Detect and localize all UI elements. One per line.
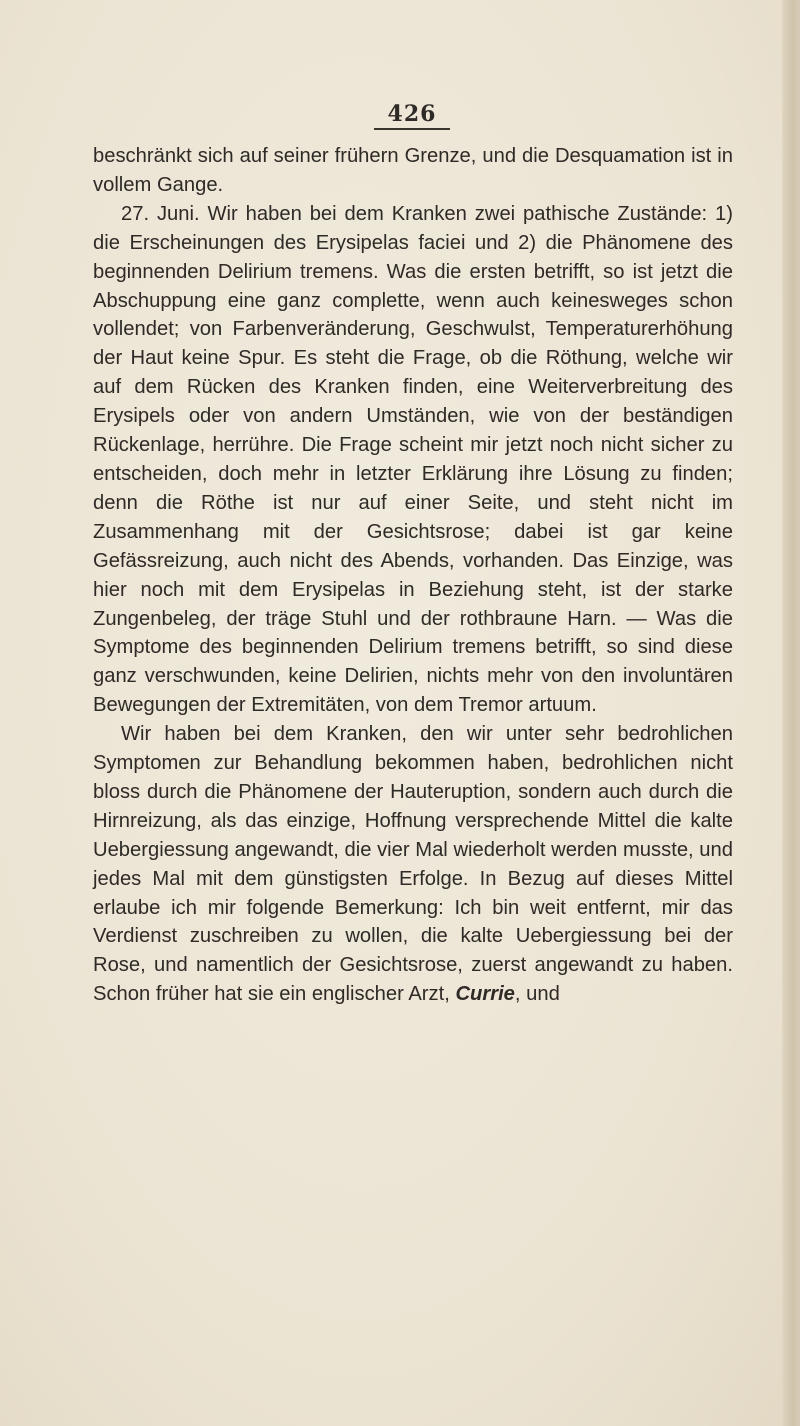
paragraph-3-emphasis: Currie <box>455 983 515 1006</box>
body-text <box>93 142 733 1009</box>
page-number <box>0 101 800 130</box>
paragraph-1: beschränkt sich auf seiner frühern Grenze, und die Desquamation ist in vollem Gange. <box>93 145 733 196</box>
paragraph-3 <box>93 720 733 1009</box>
paragraph-2: 27. Juni. Wir haben bei dem Kranken zwei pathische Zustände: 1) die Erscheinungen des Erysipelas faciei und 2) die Phänomene des beginnenden Delirium tremens. Was die ersten betrifft, so ist jetzt die Abschuppung eine ganz complette, wenn auch keinesweges schon vollendet; von Farbenveränderung, Geschwulst, Temperaturerhöhung der Haut keine Spur. Es steht die Frage, ob die Röthung, welche wir auf dem Rücken des Kranken finden, eine Weiterverbreitung des Erysipels oder von andern Umständen, wie von der beständigen Rückenlage, herrühre. Die Frage scheint mir jetzt noch nicht sicher zu entscheiden, doch mehr in letzter Erklärung ihre Lösung zu finden; denn die Röthe ist nur auf einer Seite, und steht nicht im Zusammenhang mit der Gesichtsrose; dabei ist gar keine Gefässreizung, auch nicht des Abends, vorhanden. Das Einzige, was hier noch mit dem Erysipelas in Beziehung steht, ist der starke Zungenbeleg, der träge Stuhl und der rothbraune Harn. — Was die Symptome des beginnenden Delirium tremens betrifft, so sind diese ganz verschwunden, keine Delirien, nichts mehr von den involuntären Bewegungen der Extremitäten, von dem Tremor artuum. <box>93 202 733 717</box>
page-number-text: 426 <box>374 101 451 130</box>
paragraph-3-tail: , und <box>514 983 560 1006</box>
paragraph-3-text: Wir haben bei dem Kranken, den wir unter sehr bedrohlichen Symptomen zur Behandlung bekommen haben, bedrohlichen nicht bloss durch die Phänomene der Hauteruption, sondern auch durch die Hirnreizung, als das einzige, Hoffnung versprechende Mittel die kalte Uebergiessung angewandt, die vier Mal wiederholt werden musste, und jedes Mal mit dem günstigsten Erfolge. In Bezug auf dieses Mittel erlaube ich mir folgende Bemerkung: Ich bin weit entfernt, mir das Verdienst zuschreiben zu wollen, die kalte Uebergiessung bei der Rose, und namentlich der Gesichtsrose, zuerst angewandt zu haben. Schon früher hat sie ein englischer Arzt, <box>93 723 733 1006</box>
page-edge-shadow <box>782 0 800 1426</box>
